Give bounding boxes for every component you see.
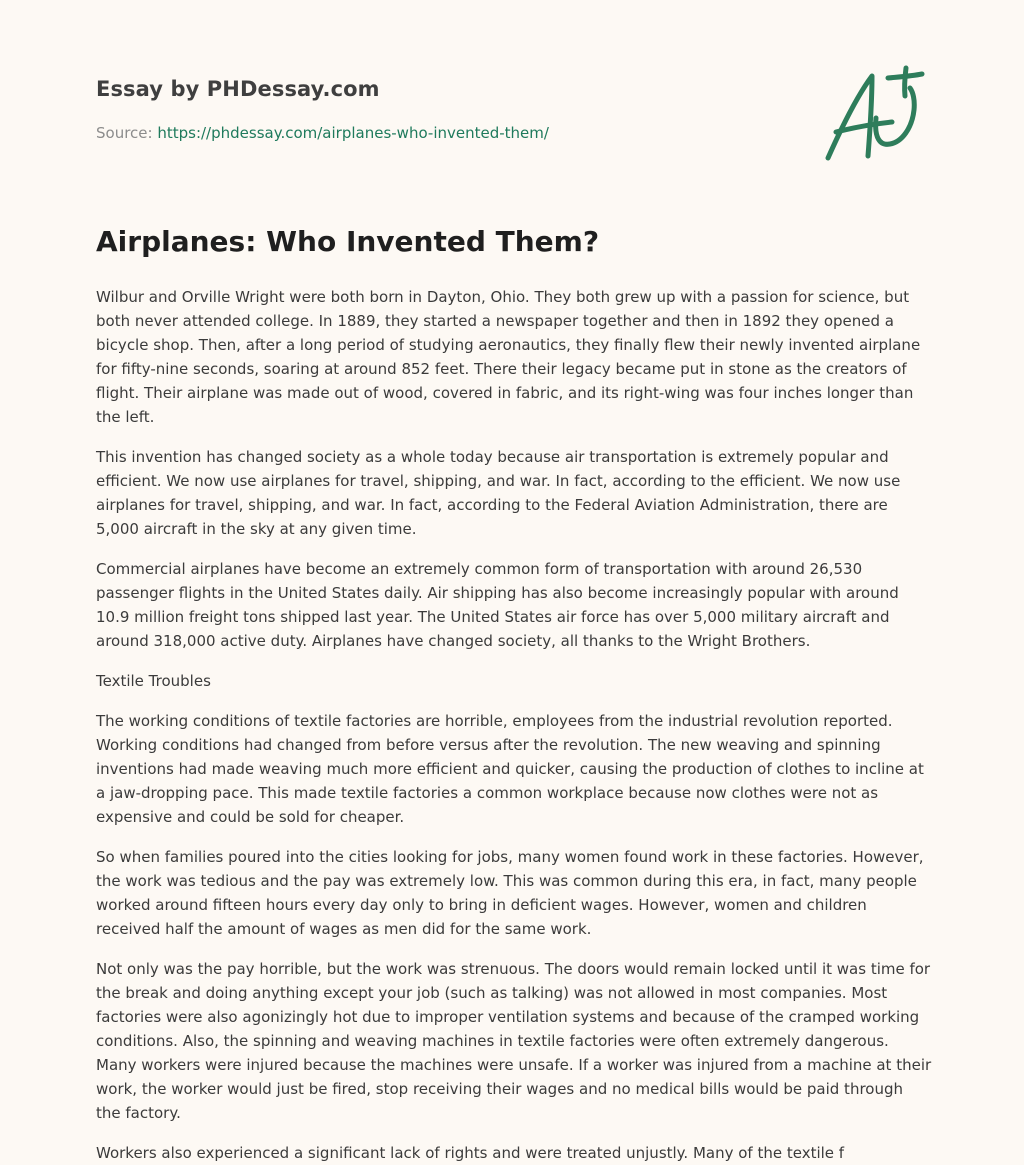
a-plus-grade-icon	[818, 64, 930, 168]
essay-paragraph: The working conditions of textile factories are horrible, employees from the industrial revolution reported. Working conditions had changed from before versus after the revolution. The new weaving and spinning inventions had made weaving much more efficient and quicker, causing the production of clothes to incline at a jaw-dropping pace. This made textile factories a common workplace because now clothes were not as expensive and could be sold for cheaper.	[96, 712, 924, 826]
essay-title: Airplanes: Who Invented Them?	[96, 225, 600, 258]
source-line	[96, 124, 549, 142]
essay-paragraph: Wilbur and Orville Wright were both born in Dayton, Ohio. They both grew up with a passion for science, but both never attended college. In 1889, they started a newspaper together and then in 1892 they opened a bicycle shop. Then, after a long period of studying aeronautics, they finally flew their newly invented airplane for fifty-nine seconds, soaring at around 852 feet. There their legacy became put in stone as the creators of flight. Their airplane was made out of wood, covered in fabric, and its right-wing was four inches longer than the left.	[96, 288, 921, 426]
source-label: Source:	[96, 124, 158, 142]
site-brand: Essay by PHDessay.com	[96, 77, 380, 101]
essay-body	[96, 285, 932, 1162]
essay-paragraph: This invention has changed society as a whole today because air transportation is extremely popular and efficient. We now use airplanes for travel, shipping, and war. In fact, according to the efficient. We now use airplanes for travel, shipping, and war. In fact, according to the Federal Aviation Administration, there are 5,000 aircraft in the sky at any given time.	[96, 448, 901, 538]
section-subheading: Textile Troubles	[96, 672, 211, 690]
essay-paragraph: Workers also experienced a significant lack of rights and were treated unjustly. Many of the textile f	[96, 1144, 845, 1162]
source-link[interactable]: https://phdessay.com/airplanes-who-invented-them/	[157, 124, 549, 142]
essay-paragraph: So when families poured into the cities looking for jobs, many women found work in these factories. However, the work was tedious and the pay was extremely low. This was common during this era, in fact, many people worked around fifteen hours every day only to bring in deficient wages. However, women and children received half the amount of wages as men did for the same work.	[96, 848, 924, 938]
essay-paragraph: Commercial airplanes have become an extremely common form of transportation with around 26,530 passenger flights in the United States daily. Air shipping has also become increasingly popular with around 10.9 million freight tons shipped last year. The United States air force has over 5,000 military aircraft and around 318,000 active duty. Airplanes have changed society, all thanks to the Wright Brothers.	[96, 560, 899, 650]
essay-paragraph: Not only was the pay horrible, but the work was strenuous. The doors would remain locked until it was time for the break and doing anything except your job (such as talking) was not allowed in most companies. Most factories were also agonizingly hot due to improper ventilation systems and because of the cramped working conditions. Also, the spinning and weaving machines in textile factories were often extremely dangerous. Many workers were injured because the machines were unsafe. If a worker was injured from a machine at their work, the worker would just be fired, stop receiving their wages and no medical bills would be paid through the factory.	[96, 960, 932, 1122]
